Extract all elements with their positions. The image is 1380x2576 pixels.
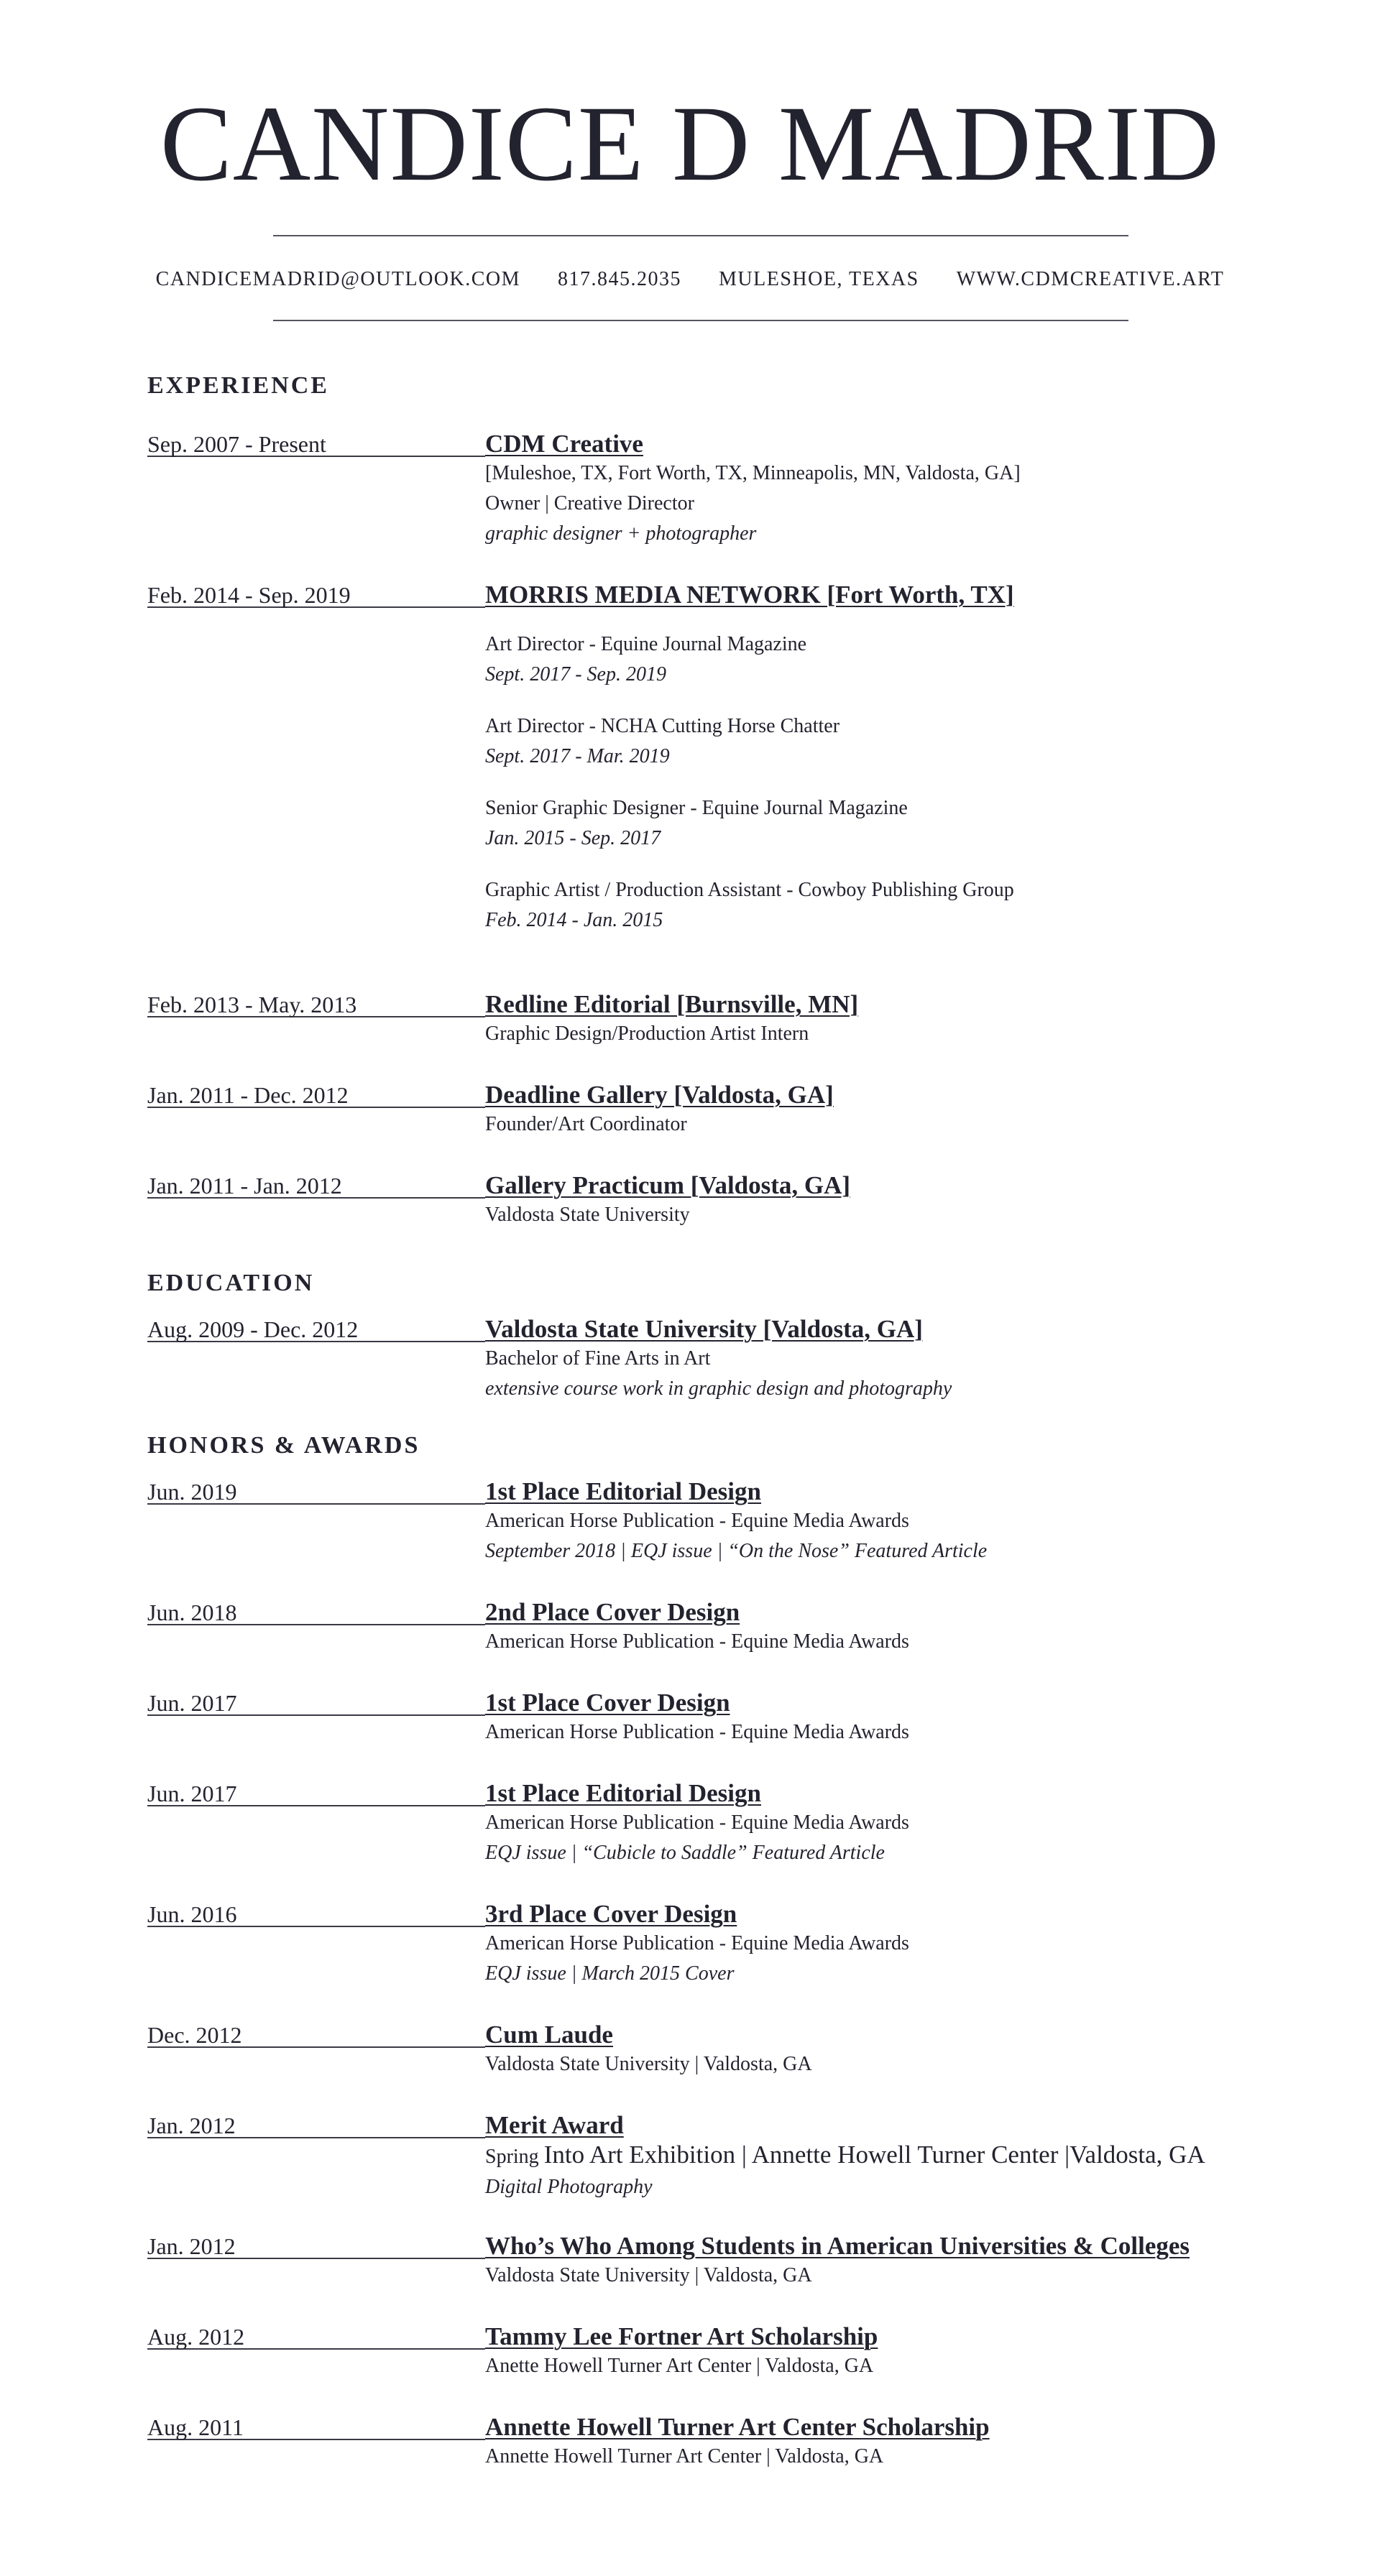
entry-line-main: Into Art Exhibition | Annette Howell Turner Center |Valdosta, GA (543, 2141, 1205, 2169)
header-divider-top (273, 235, 1128, 236)
entry-line: Anette Howell Turner Art Center | Valdosta, GA (485, 2355, 874, 2377)
entry-line: American Horse Publication - Equine Media Awards (485, 1510, 909, 1532)
entry-line: Bachelor of Fine Arts in Art (485, 1347, 711, 1370)
entry-line: Founder/Art Coordinator (485, 1113, 687, 1135)
entry-title: Tammy Lee Fortner Art Scholarship (485, 2322, 878, 2350)
entry-line (485, 2140, 1240, 2172)
entry-line: Graphic Design/Production Artist Intern (485, 1022, 809, 1045)
entry-title: Gallery Practicum [Valdosta, GA] (485, 1171, 851, 1199)
entry-date: Jan. 2011 - Jan. 2012 (147, 1171, 485, 1199)
role-period: Jan. 2015 - Sep. 2017 (485, 827, 661, 849)
entry-detail (485, 990, 1240, 1049)
entry-title: Cum Laude (485, 2021, 613, 2049)
contact-website: WWW.CDMCREATIVE.ART (956, 268, 1225, 290)
contact-location: MULESHOE, TEXAS (719, 268, 919, 290)
entry-title: 1st Place Cover Design (485, 1689, 730, 1717)
entry-title: Valdosta State University [Valdosta, GA] (485, 1315, 923, 1343)
entry-detail (485, 2111, 1240, 2202)
entry-date: Aug. 2011 (147, 2413, 485, 2440)
role-title: Art Director - NCHA Cutting Horse Chatter (485, 715, 840, 737)
entry-date: Aug. 2012 (147, 2322, 485, 2350)
entry-title: Deadline Gallery [Valdosta, GA] (485, 1081, 834, 1109)
entry-detail (485, 1171, 1240, 1230)
entry-title: CDM Creative (485, 430, 643, 458)
entry-detail (485, 1315, 1240, 1404)
contact-phone: 817.845.2035 (558, 268, 682, 290)
resume-name: CANDICE D MADRID (160, 84, 1220, 203)
role-period: Sept. 2017 - Mar. 2019 (485, 745, 670, 767)
entry-detail (485, 430, 1240, 549)
entry-title: 1st Place Editorial Design (485, 1477, 761, 1505)
entry-line: American Horse Publication - Equine Media Awards (485, 1721, 909, 1743)
entry-line-prefix: Spring (485, 2146, 539, 2168)
entry-date: Jun. 2018 (147, 1598, 485, 1625)
entry-line: American Horse Publication - Equine Media Awards (485, 1932, 909, 1954)
entry-line: [Muleshoe, TX, Fort Worth, TX, Minneapolis, MN, Valdosta, GA] (485, 462, 1021, 484)
entry-detail (485, 2322, 1240, 2381)
contact-bar (0, 267, 1380, 292)
entry-note: extensive course work in graphic design and photography (485, 1377, 952, 1400)
entry-note: September 2018 | EQJ issue | “On the Nose” Featured Article (485, 1540, 988, 1562)
entry-title: 2nd Place Cover Design (485, 1598, 740, 1626)
entry-detail (485, 1689, 1240, 1748)
section-title-honors: HONORS & AWARDS (147, 1432, 420, 1459)
entry-line: Valdosta State University | Valdosta, GA (485, 2264, 812, 2286)
entry-date: Feb. 2013 - May. 2013 (147, 990, 485, 1017)
entry-date: Aug. 2009 - Dec. 2012 (147, 1315, 485, 1342)
entry-title: Redline Editorial [Burnsville, MN] (485, 990, 859, 1018)
role-period: Sept. 2017 - Sep. 2019 (485, 663, 666, 685)
entry-date: Feb. 2014 - Sep. 2019 (147, 581, 485, 608)
entry-detail (485, 581, 1240, 936)
section-title-experience: EXPERIENCE (147, 372, 329, 399)
entry-detail (485, 1081, 1240, 1140)
role-title: Art Director - Equine Journal Magazine (485, 633, 807, 655)
section-title-education: EDUCATION (147, 1270, 315, 1296)
entry-line: American Horse Publication - Equine Media Awards (485, 1630, 909, 1653)
role-title: Senior Graphic Designer - Equine Journal Magazine (485, 797, 908, 819)
entry-title: Who’s Who Among Students in American Universities & Colleges (485, 2232, 1190, 2260)
entry-line: American Horse Publication - Equine Media Awards (485, 1811, 909, 1834)
contact-email: CANDICEMADRID@OUTLOOK.COM (155, 268, 521, 290)
entry-detail (485, 1779, 1240, 1868)
entry-detail (485, 2413, 1240, 2472)
entry-date: Jan. 2012 (147, 2232, 485, 2259)
header-divider-bottom (273, 320, 1128, 321)
entry-title: MORRIS MEDIA NETWORK [Fort Worth, TX] (485, 581, 1014, 609)
entry-title: 1st Place Editorial Design (485, 1779, 761, 1807)
entry-line: Valdosta State University (485, 1204, 690, 1226)
entry-detail (485, 2232, 1240, 2291)
entry-note: EQJ issue | “Cubicle to Saddle” Featured Article (485, 1842, 885, 1864)
entry-date: Sep. 2007 - Present (147, 430, 485, 457)
entry-line: Valdosta State University | Valdosta, GA (485, 2053, 812, 2075)
entry-title: 3rd Place Cover Design (485, 1900, 737, 1928)
entry-date: Jun. 2019 (147, 1477, 485, 1505)
entry-date: Jun. 2017 (147, 1689, 485, 1716)
entry-detail (485, 1900, 1240, 1989)
role-period: Feb. 2014 - Jan. 2015 (485, 909, 663, 931)
entry-note: graphic designer + photographer (485, 522, 757, 545)
entry-note: EQJ issue | March 2015 Cover (485, 1962, 735, 1985)
entry-title: Merit Award (485, 2111, 624, 2139)
entry-date: Dec. 2012 (147, 2021, 485, 2048)
entry-date: Jan. 2011 - Dec. 2012 (147, 1081, 485, 1108)
entry-detail (485, 1477, 1240, 1566)
entry-title: Annette Howell Turner Art Center Scholarship (485, 2413, 990, 2441)
entry-detail (485, 1598, 1240, 1657)
entry-line: Owner | Creative Director (485, 492, 694, 514)
entry-line: Annette Howell Turner Art Center | Valdosta, GA (485, 2445, 884, 2467)
entry-date: Jan. 2012 (147, 2111, 485, 2138)
entry-date: Jun. 2017 (147, 1779, 485, 1806)
entry-detail (485, 2021, 1240, 2079)
entry-date: Jun. 2016 (147, 1900, 485, 1927)
role-title: Graphic Artist / Production Assistant - Cowboy Publishing Group (485, 879, 1014, 901)
entry-note: Digital Photography (485, 2176, 653, 2198)
